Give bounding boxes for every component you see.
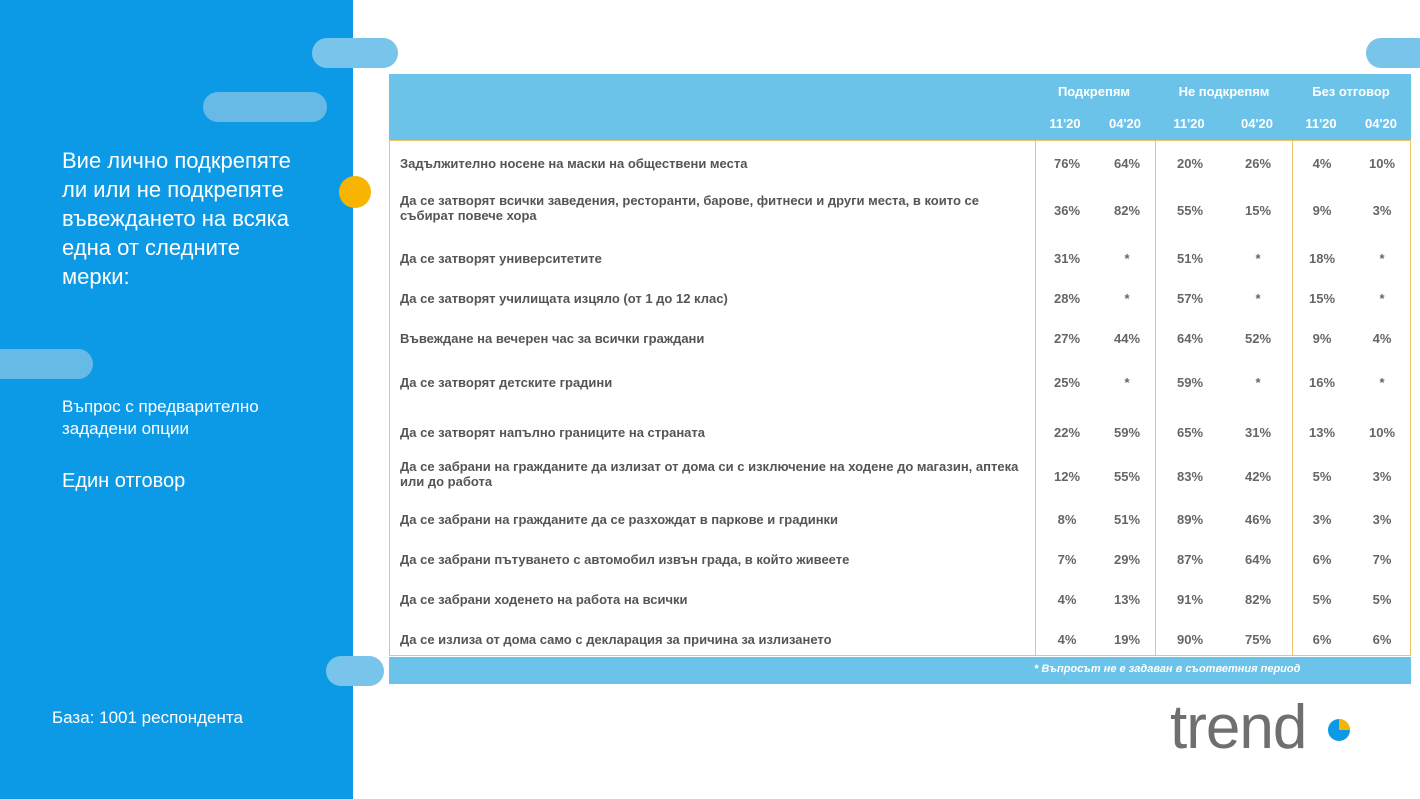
row-value: 64% <box>1113 156 1141 171</box>
table-row <box>390 248 1410 278</box>
row-value: 4% <box>1057 592 1077 607</box>
row-value: 59% <box>1113 425 1141 440</box>
row-label: Да се забрани на гражданите да се разхождат в паркове и градинки <box>400 512 839 527</box>
row-value: 5% <box>1372 592 1392 607</box>
row-value: 4% <box>1312 156 1332 171</box>
row-value: 16% <box>1308 375 1336 390</box>
row-value: 9% <box>1312 331 1332 346</box>
period-header: 11'20 <box>1173 116 1205 131</box>
row-value: 5% <box>1312 469 1332 484</box>
row-value: 7% <box>1057 552 1077 567</box>
row-value: 46% <box>1244 512 1272 527</box>
question-type: Въпрос с предварително зададени опции <box>62 397 259 438</box>
trend-logo-icon <box>1170 690 1370 760</box>
logo-text: trend <box>1170 693 1307 760</box>
decor-pill-4 <box>326 656 384 686</box>
row-value: 90% <box>1176 632 1204 647</box>
decor-dot <box>339 176 371 208</box>
row-value: 5% <box>1312 592 1332 607</box>
row-value: 89% <box>1176 512 1204 527</box>
table-row <box>390 509 1410 539</box>
row-value: * <box>1379 251 1385 266</box>
row-label: Да се забрани на гражданите да излизат от дома си с изключение на ходене до магазин, аптека или до работа <box>400 459 1019 489</box>
row-value: * <box>1379 291 1385 306</box>
footnote: * Въпросът не е задаван в съответния период <box>1034 663 1301 675</box>
table-row <box>390 372 1410 402</box>
row-value: 19% <box>1113 632 1141 647</box>
row-value: 10% <box>1368 156 1396 171</box>
row-value: * <box>1124 251 1130 266</box>
row-value: 51% <box>1113 512 1141 527</box>
row-value: 42% <box>1244 469 1272 484</box>
row-value: 7% <box>1372 552 1392 567</box>
row-value: 82% <box>1244 592 1272 607</box>
row-value: 31% <box>1053 251 1081 266</box>
row-value: 13% <box>1113 592 1141 607</box>
decor-pill-5 <box>1366 38 1420 68</box>
row-value: 6% <box>1372 632 1392 647</box>
row-value: 64% <box>1176 331 1204 346</box>
row-value: 59% <box>1176 375 1204 390</box>
row-value: 65% <box>1176 425 1204 440</box>
decor-pill-1 <box>312 38 398 68</box>
table-footer <box>389 657 1411 684</box>
row-value: 4% <box>1057 632 1077 647</box>
period-header: 04'20 <box>1108 116 1141 131</box>
row-value: 3% <box>1312 512 1332 527</box>
row-value: 18% <box>1308 251 1336 266</box>
row-value: 3% <box>1372 469 1392 484</box>
base-respondents: База: 1001 респондента <box>52 708 243 727</box>
row-value: 6% <box>1312 552 1332 567</box>
table-row <box>390 193 1410 237</box>
row-value: * <box>1124 375 1130 390</box>
row-value: 52% <box>1244 331 1272 346</box>
row-value: 55% <box>1176 203 1204 218</box>
row-value: 15% <box>1308 291 1336 306</box>
table-row <box>390 153 1410 183</box>
row-value: 26% <box>1244 156 1272 171</box>
row-value: 31% <box>1244 425 1272 440</box>
row-value: * <box>1124 291 1130 306</box>
row-value: 25% <box>1053 375 1081 390</box>
period-header: 11'20 <box>1049 116 1081 131</box>
row-value: 91% <box>1176 592 1204 607</box>
period-header: 04'20 <box>1364 116 1397 131</box>
row-value: 51% <box>1176 251 1204 266</box>
row-label: Да се затворят всички заведения, ресторанти, барове, фитнеси и други места, в които се събират повече хора <box>400 193 979 223</box>
row-label: Да се затворят университетите <box>400 251 602 266</box>
row-value: 55% <box>1113 469 1141 484</box>
group-header-support: Подкрепям <box>1057 84 1131 99</box>
row-label: Да се забрани ходенето на работа на всички <box>400 592 688 607</box>
row-value: 6% <box>1312 632 1332 647</box>
row-label: Да се излиза от дома само с декларация за причина за излизането <box>400 632 832 647</box>
answer-type: Един отговор <box>62 470 186 492</box>
row-label: Да се забрани пътуването с автомобил извън града, в който живеете <box>400 552 850 567</box>
decor-pill-3 <box>0 349 93 379</box>
row-label: Да се затворят училищата изцяло (от 1 до 12 клас) <box>400 291 728 306</box>
row-value: * <box>1255 375 1261 390</box>
row-value: 64% <box>1244 552 1272 567</box>
table-body <box>389 140 1411 656</box>
row-value: 9% <box>1312 203 1332 218</box>
row-value: 36% <box>1053 203 1081 218</box>
row-value: 57% <box>1176 291 1204 306</box>
decor-pill-2 <box>203 92 327 122</box>
row-value: 76% <box>1053 156 1081 171</box>
row-value: 8% <box>1057 512 1077 527</box>
row-value: 13% <box>1308 425 1336 440</box>
row-value: 29% <box>1113 552 1141 567</box>
row-value: 27% <box>1053 331 1081 346</box>
row-value: 10% <box>1368 425 1396 440</box>
table-row <box>390 629 1410 659</box>
table-header <box>389 74 1411 140</box>
row-value: 20% <box>1176 156 1204 171</box>
row-value: 3% <box>1372 203 1392 218</box>
row-value: 75% <box>1244 632 1272 647</box>
row-value: * <box>1255 251 1261 266</box>
table-row <box>390 459 1410 503</box>
row-value: 4% <box>1372 331 1392 346</box>
row-value: 28% <box>1053 291 1081 306</box>
row-value: 83% <box>1176 469 1204 484</box>
row-value: 87% <box>1176 552 1204 567</box>
table-row <box>390 549 1410 579</box>
period-header: 11'20 <box>1305 116 1337 131</box>
row-value: 44% <box>1113 331 1141 346</box>
table-row <box>390 328 1410 358</box>
row-value: 15% <box>1244 203 1272 218</box>
period-header: 04'20 <box>1240 116 1273 131</box>
row-label: Въвеждане на вечерен час за всички граждани <box>400 331 705 346</box>
row-label: Да се затворят напълно границите на страната <box>400 425 705 440</box>
table-row <box>390 589 1410 619</box>
row-label: Задължително носене на маски на обществени места <box>400 156 748 171</box>
group-header-no-answer: Без отговор <box>1312 84 1390 99</box>
row-value: 82% <box>1113 203 1141 218</box>
table-row <box>390 288 1410 318</box>
row-value: 12% <box>1053 469 1081 484</box>
row-value: 3% <box>1372 512 1392 527</box>
group-header-not-support: Не подкрепям <box>1178 84 1270 99</box>
question-text: Вие лично подкрепяте ли или не подкрепяте въвеждането на всяка една от следните мерки: <box>62 148 291 289</box>
table-row <box>390 422 1410 452</box>
row-value: * <box>1255 291 1261 306</box>
row-value: 22% <box>1053 425 1081 440</box>
row-label: Да се затворят детските градини <box>400 375 613 390</box>
row-value: * <box>1379 375 1385 390</box>
